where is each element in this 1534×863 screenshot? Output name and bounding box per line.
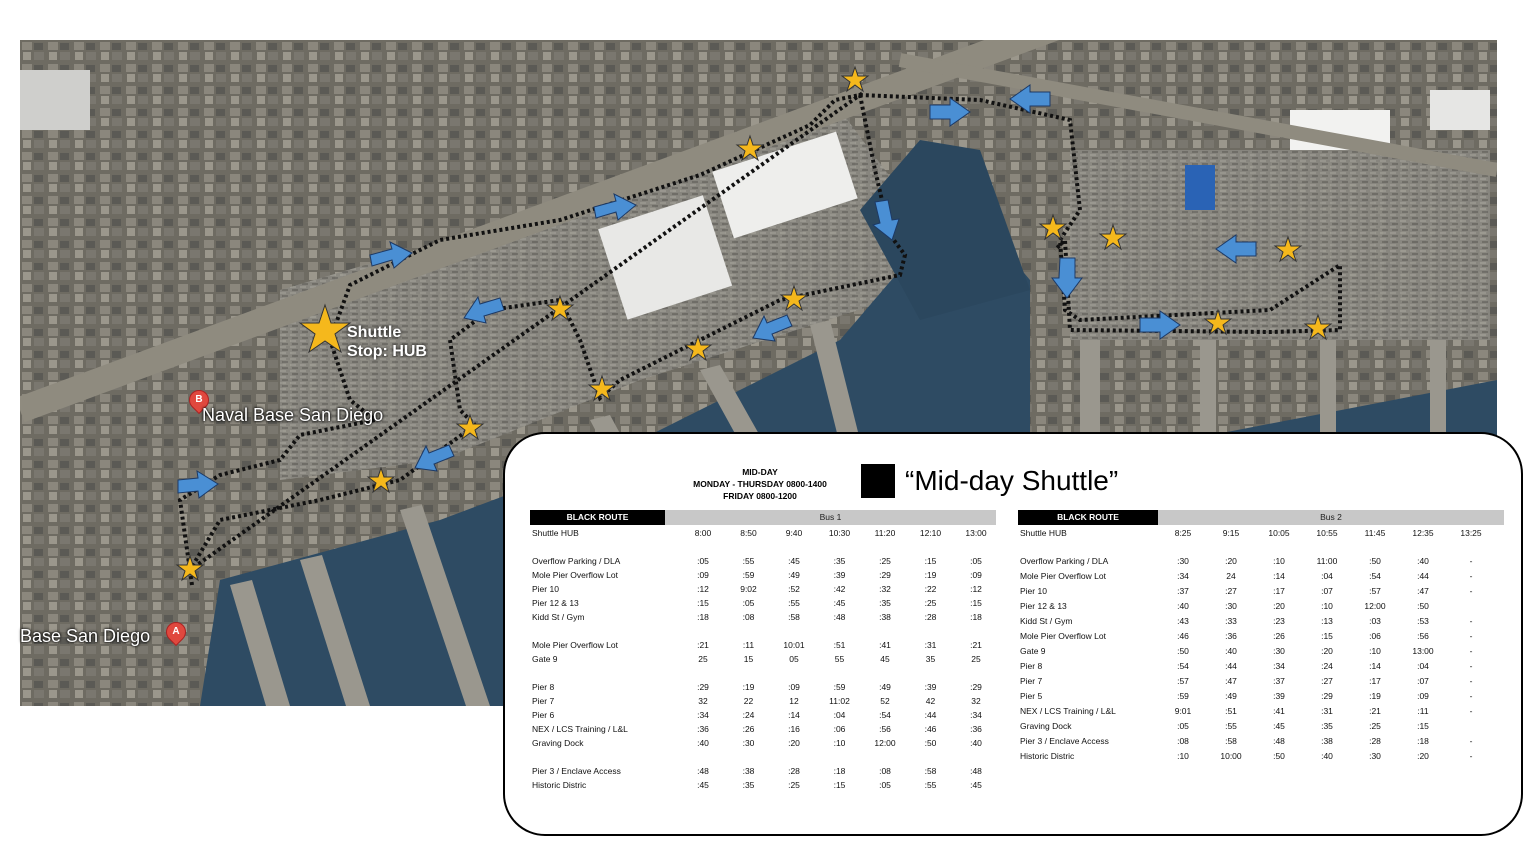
time-cell: :47 xyxy=(1417,586,1429,596)
time-cell: :27 xyxy=(1321,676,1333,686)
time-cell: :11 xyxy=(742,640,755,650)
table-row xyxy=(1018,749,1504,763)
stop-name: Pier 10 xyxy=(1020,586,1047,596)
time-cell: :28 xyxy=(1369,736,1381,746)
time-cell: 42 xyxy=(925,696,936,706)
time-cell: :40 xyxy=(1177,601,1189,611)
time-cell: 55 xyxy=(834,654,845,664)
table-row xyxy=(530,582,996,596)
time-cell: :37 xyxy=(1273,676,1285,686)
time-cell: :08 xyxy=(742,612,755,622)
time-cell: :21 xyxy=(970,640,982,650)
stop-name: Pier 8 xyxy=(1020,661,1043,671)
time-cell: :54 xyxy=(879,710,891,720)
time-cell: 12:00 xyxy=(1364,601,1386,611)
time-cell: :37 xyxy=(1177,586,1189,596)
time-cell: :35 xyxy=(879,598,891,608)
time-cell: :34 xyxy=(1273,661,1285,671)
table-row xyxy=(530,722,996,736)
time-cell: :10 xyxy=(1321,601,1333,611)
time-cell: :04 xyxy=(833,710,846,720)
time-cell: :54 xyxy=(1177,661,1189,671)
time-cell: - xyxy=(1469,616,1473,626)
time-cell: :26 xyxy=(1273,631,1285,641)
time-cell: :36 xyxy=(697,724,709,734)
time-cell: - xyxy=(1469,676,1473,686)
time-cell: :20 xyxy=(788,738,800,748)
time-cell: :34 xyxy=(697,710,709,720)
table-row xyxy=(1018,614,1504,628)
stop-name: Pier 8 xyxy=(532,682,555,692)
time-cell: :23 xyxy=(1273,616,1285,626)
time-cell: :48 xyxy=(970,766,982,776)
table-row xyxy=(530,736,996,750)
time-cell: :51 xyxy=(833,640,846,650)
time-cell: :34 xyxy=(1177,571,1189,581)
time-cell: :30 xyxy=(1225,601,1237,611)
stop-name: Graving Dock xyxy=(532,738,584,748)
stop-name: Pier 7 xyxy=(1020,676,1043,686)
time-cell: :39 xyxy=(833,570,846,580)
time-cell: :49 xyxy=(879,682,891,692)
time-cell: - xyxy=(1469,586,1473,596)
departure-time: 10:05 xyxy=(1268,528,1290,538)
time-cell: :15 xyxy=(697,598,709,608)
time-cell: :15 xyxy=(1417,721,1429,731)
departure-time: 10:30 xyxy=(828,528,851,538)
time-cell: :58 xyxy=(924,766,937,776)
time-cell: :29 xyxy=(879,570,891,580)
time-cell: :52 xyxy=(788,584,800,594)
time-cell: :24 xyxy=(742,710,755,720)
marker-b-letter: B xyxy=(195,394,203,405)
departure-time: 8:00 xyxy=(694,528,712,538)
departure-time: 9:15 xyxy=(1222,528,1240,538)
time-cell: :30 xyxy=(1369,751,1381,761)
parking-lot-area xyxy=(1070,150,1490,340)
time-cell: :20 xyxy=(1321,646,1333,656)
time-cell: :55 xyxy=(788,598,800,608)
stop-name: Historic Distric xyxy=(1020,751,1075,761)
time-cell: :44 xyxy=(1417,571,1429,581)
time-cell: :09 xyxy=(1417,691,1429,701)
table-row xyxy=(530,694,996,708)
time-cell: :04 xyxy=(1417,661,1429,671)
time-cell: :21 xyxy=(697,640,709,650)
time-cell: :20 xyxy=(1273,601,1285,611)
time-cell: :40 xyxy=(1225,646,1237,656)
time-cell: :30 xyxy=(1177,556,1189,566)
time-cell: :11 xyxy=(1417,706,1429,716)
time-cell: :39 xyxy=(1273,691,1285,701)
time-cell: :13 xyxy=(1321,616,1333,626)
bus-label: Bus 2 xyxy=(1158,510,1504,525)
stop-name: Shuttle HUB xyxy=(1020,528,1067,538)
departure-row xyxy=(1018,526,1504,540)
time-cell: :19 xyxy=(742,682,755,692)
time-cell: :38 xyxy=(879,612,891,622)
stop-name: NEX / LCS Training / L&L xyxy=(1020,706,1116,716)
time-cell: - xyxy=(1469,556,1473,566)
time-cell: :38 xyxy=(742,766,755,776)
stop-name: Overflow Parking / DLA xyxy=(1020,556,1109,566)
time-cell: :45 xyxy=(697,780,709,790)
table-row xyxy=(530,596,996,610)
time-cell: :15 xyxy=(833,780,846,790)
time-cell: :40 xyxy=(697,738,709,748)
time-cell: :55 xyxy=(1225,721,1237,731)
time-cell: :21 xyxy=(1369,706,1381,716)
stop-name: Mole Pier Overflow Lot xyxy=(532,570,618,580)
departure-time: 13:00 xyxy=(965,528,987,538)
time-cell: :05 xyxy=(879,780,891,790)
time-cell: 13:00 xyxy=(1412,646,1434,656)
stop-name: Kidd St / Gym xyxy=(532,612,585,622)
stop-name: Kidd St / Gym xyxy=(1020,616,1073,626)
time-cell: :12 xyxy=(697,584,709,594)
time-cell: :18 xyxy=(1417,736,1429,746)
time-cell: - xyxy=(1469,706,1473,716)
time-cell: - xyxy=(1469,751,1473,761)
time-cell: 35 xyxy=(925,654,936,664)
time-cell: :08 xyxy=(879,766,891,776)
time-cell: :29 xyxy=(697,682,709,692)
time-cell: :15 xyxy=(970,598,982,608)
time-cell: :20 xyxy=(1417,751,1429,761)
table-row xyxy=(530,764,996,778)
time-cell: 12:00 xyxy=(874,738,896,748)
stop-name: Historic Distric xyxy=(532,780,587,790)
time-cell: :50 xyxy=(1273,751,1285,761)
time-cell: :04 xyxy=(1321,571,1333,581)
warehouse-building xyxy=(1185,165,1215,210)
hub-stop-label xyxy=(347,323,427,361)
departure-time: 10:55 xyxy=(1316,528,1338,538)
departure-time: 8:25 xyxy=(1174,528,1192,538)
bus2-timetable xyxy=(1018,510,1508,830)
table-row xyxy=(1018,674,1504,688)
time-cell: :03 xyxy=(1369,616,1381,626)
time-cell: :31 xyxy=(1321,706,1333,716)
departure-time: 8:50 xyxy=(740,528,757,538)
time-cell: :54 xyxy=(1369,571,1381,581)
time-cell: :05 xyxy=(970,556,982,566)
place-label-base-san-diego[interactable]: Base San Diego xyxy=(20,626,151,646)
stop-name: Pier 3 / Enclave Access xyxy=(532,766,621,776)
timetable-header xyxy=(530,510,996,525)
stop-name: Pier 10 xyxy=(532,584,559,594)
table-row xyxy=(530,778,996,792)
timetable-header xyxy=(1018,510,1504,525)
time-cell: :15 xyxy=(1321,631,1333,641)
time-cell: 25 xyxy=(971,654,981,664)
table-row xyxy=(1018,584,1504,598)
time-cell: - xyxy=(1469,661,1473,671)
table-row xyxy=(530,568,996,582)
time-cell: 11:00 xyxy=(1316,556,1338,566)
hub-label-line2: Stop: HUB xyxy=(347,343,427,360)
stop-name: Pier 6 xyxy=(532,710,555,720)
time-cell: :25 xyxy=(788,780,800,790)
time-cell: 24 xyxy=(1226,571,1236,581)
stop-name: Pier 12 & 13 xyxy=(1020,601,1067,611)
time-cell: 05 xyxy=(789,654,799,664)
time-cell: 22 xyxy=(743,696,754,706)
table-row xyxy=(1018,734,1504,748)
time-cell: :09 xyxy=(788,682,800,692)
time-cell: :05 xyxy=(742,598,755,608)
time-cell: :35 xyxy=(833,556,846,566)
place-label-naval-base[interactable]: Naval Base San Diego xyxy=(202,405,384,425)
table-row xyxy=(1018,554,1504,568)
time-cell: :56 xyxy=(1417,631,1429,641)
hub-label-line1: Shuttle xyxy=(347,324,402,341)
time-cell: :47 xyxy=(1225,676,1237,686)
stop-name: Graving Dock xyxy=(1020,721,1072,731)
time-cell: :50 xyxy=(924,738,937,748)
time-cell: 45 xyxy=(880,654,890,664)
time-cell: :19 xyxy=(924,570,937,580)
time-cell: :07 xyxy=(1321,586,1333,596)
time-cell: :34 xyxy=(970,710,982,720)
stop-name: Mole Pier Overflow Lot xyxy=(532,640,618,650)
time-cell: :35 xyxy=(742,780,755,790)
time-cell: :07 xyxy=(1417,676,1429,686)
time-cell: :10 xyxy=(1177,751,1189,761)
time-cell: :09 xyxy=(697,570,709,580)
time-cell: :18 xyxy=(970,612,982,622)
time-cell: :19 xyxy=(1369,691,1381,701)
stop-name: NEX / LCS Training / L&L xyxy=(532,724,628,734)
time-cell: 12 xyxy=(789,696,799,706)
time-cell: :55 xyxy=(924,780,937,790)
time-cell: :45 xyxy=(833,598,846,608)
stop-name: Mole Pier Overflow Lot xyxy=(1020,571,1106,581)
legend-title: “Mid-day Shuttle” xyxy=(905,465,1119,496)
time-cell: :12 xyxy=(970,584,982,594)
time-cell: :53 xyxy=(1417,616,1429,626)
time-cell: - xyxy=(1469,631,1473,641)
time-cell: :24 xyxy=(1321,661,1333,671)
time-cell: :15 xyxy=(924,556,937,566)
time-cell: 9:01 xyxy=(1174,706,1192,716)
time-cell: :50 xyxy=(1177,646,1189,656)
departure-time: 11:45 xyxy=(1364,528,1386,538)
time-cell: :59 xyxy=(742,570,755,580)
schedule-header-line1: MID-DAY xyxy=(742,467,778,477)
time-cell: :10 xyxy=(1369,646,1381,656)
time-cell: :38 xyxy=(1321,736,1333,746)
time-cell: :27 xyxy=(1225,586,1237,596)
stop-name: Gate 9 xyxy=(532,654,558,664)
time-cell: - xyxy=(1469,646,1473,656)
stop-name: Pier 5 xyxy=(1020,691,1043,701)
time-cell: 52 xyxy=(880,696,890,706)
table-row xyxy=(530,652,996,666)
time-cell: :10 xyxy=(833,738,846,748)
stop-name: Pier 12 & 13 xyxy=(532,598,579,608)
warehouse-building xyxy=(1430,90,1490,130)
time-cell: :05 xyxy=(1177,721,1189,731)
time-cell: - xyxy=(1469,571,1473,581)
time-cell: :22 xyxy=(924,584,937,594)
table-row xyxy=(1018,599,1504,613)
time-cell: 9:02 xyxy=(740,584,757,594)
time-cell: :48 xyxy=(697,766,709,776)
stop-name: Shuttle HUB xyxy=(532,528,579,538)
time-cell: :40 xyxy=(1321,751,1333,761)
time-cell: :18 xyxy=(697,612,709,622)
time-cell: :58 xyxy=(1225,736,1237,746)
bus1-timetable xyxy=(530,510,1000,830)
time-cell: :56 xyxy=(879,724,891,734)
table-row xyxy=(1018,629,1504,643)
time-cell: :41 xyxy=(1273,706,1285,716)
departure-time: 12:35 xyxy=(1412,528,1434,538)
time-cell: :40 xyxy=(970,738,982,748)
time-cell: :57 xyxy=(1369,586,1381,596)
time-cell: :58 xyxy=(788,612,800,622)
time-cell: :16 xyxy=(788,724,800,734)
time-cell: :26 xyxy=(742,724,755,734)
departure-time: 12:10 xyxy=(919,528,942,538)
marker-a-letter: A xyxy=(172,626,180,637)
time-cell: :48 xyxy=(1273,736,1285,746)
time-cell: :35 xyxy=(1321,721,1333,731)
time-cell: :50 xyxy=(1369,556,1381,566)
warehouse-building xyxy=(20,70,90,130)
time-cell: :29 xyxy=(970,682,982,692)
table-row xyxy=(530,610,996,624)
time-cell: :44 xyxy=(1225,661,1237,671)
schedule-header-line3: FRIDAY 0800-1200 xyxy=(723,491,797,501)
time-cell: :28 xyxy=(788,766,800,776)
time-cell: :45 xyxy=(788,556,800,566)
time-cell: :43 xyxy=(1177,616,1189,626)
table-row xyxy=(1018,704,1504,718)
time-cell: :20 xyxy=(1225,556,1237,566)
time-cell: :08 xyxy=(1177,736,1189,746)
table-row xyxy=(1018,689,1504,703)
stop-name: Pier 7 xyxy=(532,696,555,706)
time-cell: 32 xyxy=(971,696,981,706)
table-row xyxy=(530,708,996,722)
time-cell: :40 xyxy=(1417,556,1429,566)
time-cell: :09 xyxy=(970,570,982,580)
time-cell: :39 xyxy=(924,682,937,692)
time-cell: :49 xyxy=(1225,691,1237,701)
time-cell: :06 xyxy=(1369,631,1381,641)
schedule-header xyxy=(645,466,875,502)
stop-name: Pier 3 / Enclave Access xyxy=(1020,736,1109,746)
route-label: BLACK ROUTE xyxy=(530,510,665,525)
time-cell: :05 xyxy=(697,556,709,566)
table-row xyxy=(1018,659,1504,673)
time-cell: 25 xyxy=(698,654,708,664)
schedule-panel xyxy=(503,432,1523,836)
bus-label: Bus 1 xyxy=(665,510,996,525)
time-cell: :50 xyxy=(1417,601,1429,611)
time-cell: - xyxy=(1469,736,1473,746)
legend-color-swatch xyxy=(861,464,895,498)
table-row xyxy=(1018,569,1504,583)
time-cell: :28 xyxy=(924,612,937,622)
time-cell: :06 xyxy=(833,724,846,734)
time-cell: :18 xyxy=(833,766,846,776)
table-row xyxy=(530,554,996,568)
table-row xyxy=(530,680,996,694)
time-cell: :32 xyxy=(879,584,891,594)
time-cell: :49 xyxy=(788,570,800,580)
time-cell: - xyxy=(1469,691,1473,701)
time-cell: :36 xyxy=(1225,631,1237,641)
time-cell: :36 xyxy=(970,724,982,734)
time-cell: :46 xyxy=(1177,631,1189,641)
time-cell: :14 xyxy=(1273,571,1285,581)
schedule-header-line2: MONDAY - THURSDAY 0800-1400 xyxy=(693,479,827,489)
time-cell: 10:00 xyxy=(1220,751,1242,761)
time-cell: 11:02 xyxy=(829,696,850,706)
time-cell: :51 xyxy=(1225,706,1237,716)
time-cell: :59 xyxy=(1177,691,1189,701)
time-cell: :59 xyxy=(833,682,846,692)
time-cell: :30 xyxy=(742,738,755,748)
time-cell: 10:01 xyxy=(783,640,805,650)
time-cell: :14 xyxy=(1369,661,1381,671)
time-cell: :45 xyxy=(1273,721,1285,731)
time-cell: :57 xyxy=(1177,676,1189,686)
departure-time: 9:40 xyxy=(785,528,803,538)
table-row xyxy=(530,638,996,652)
table-row xyxy=(1018,719,1504,733)
time-cell: :33 xyxy=(1225,616,1237,626)
time-cell: 32 xyxy=(698,696,708,706)
time-cell: :10 xyxy=(1273,556,1285,566)
stop-name: Gate 9 xyxy=(1020,646,1046,656)
time-cell: :45 xyxy=(970,780,982,790)
time-cell: :30 xyxy=(1273,646,1285,656)
route-label: BLACK ROUTE xyxy=(1018,510,1158,525)
time-cell: :25 xyxy=(1369,721,1381,731)
time-cell: :44 xyxy=(924,710,937,720)
stop-name: Overflow Parking / DLA xyxy=(532,556,621,566)
time-cell: :55 xyxy=(742,556,755,566)
time-cell: :14 xyxy=(788,710,800,720)
time-cell: :48 xyxy=(833,612,846,622)
time-cell: :31 xyxy=(924,640,937,650)
table-row xyxy=(1018,644,1504,658)
time-cell: :17 xyxy=(1273,586,1285,596)
time-cell: 15 xyxy=(743,654,754,664)
departure-row xyxy=(530,526,996,540)
time-cell: :25 xyxy=(924,598,937,608)
time-cell: :41 xyxy=(879,640,891,650)
time-cell: :46 xyxy=(924,724,937,734)
time-cell: :29 xyxy=(1321,691,1333,701)
departure-time: 13:25 xyxy=(1460,528,1482,538)
departure-time: 11:20 xyxy=(874,528,896,538)
time-cell: :25 xyxy=(879,556,891,566)
time-cell: :17 xyxy=(1369,676,1381,686)
time-cell: :42 xyxy=(833,584,846,594)
stop-name: Mole Pier Overflow Lot xyxy=(1020,631,1106,641)
